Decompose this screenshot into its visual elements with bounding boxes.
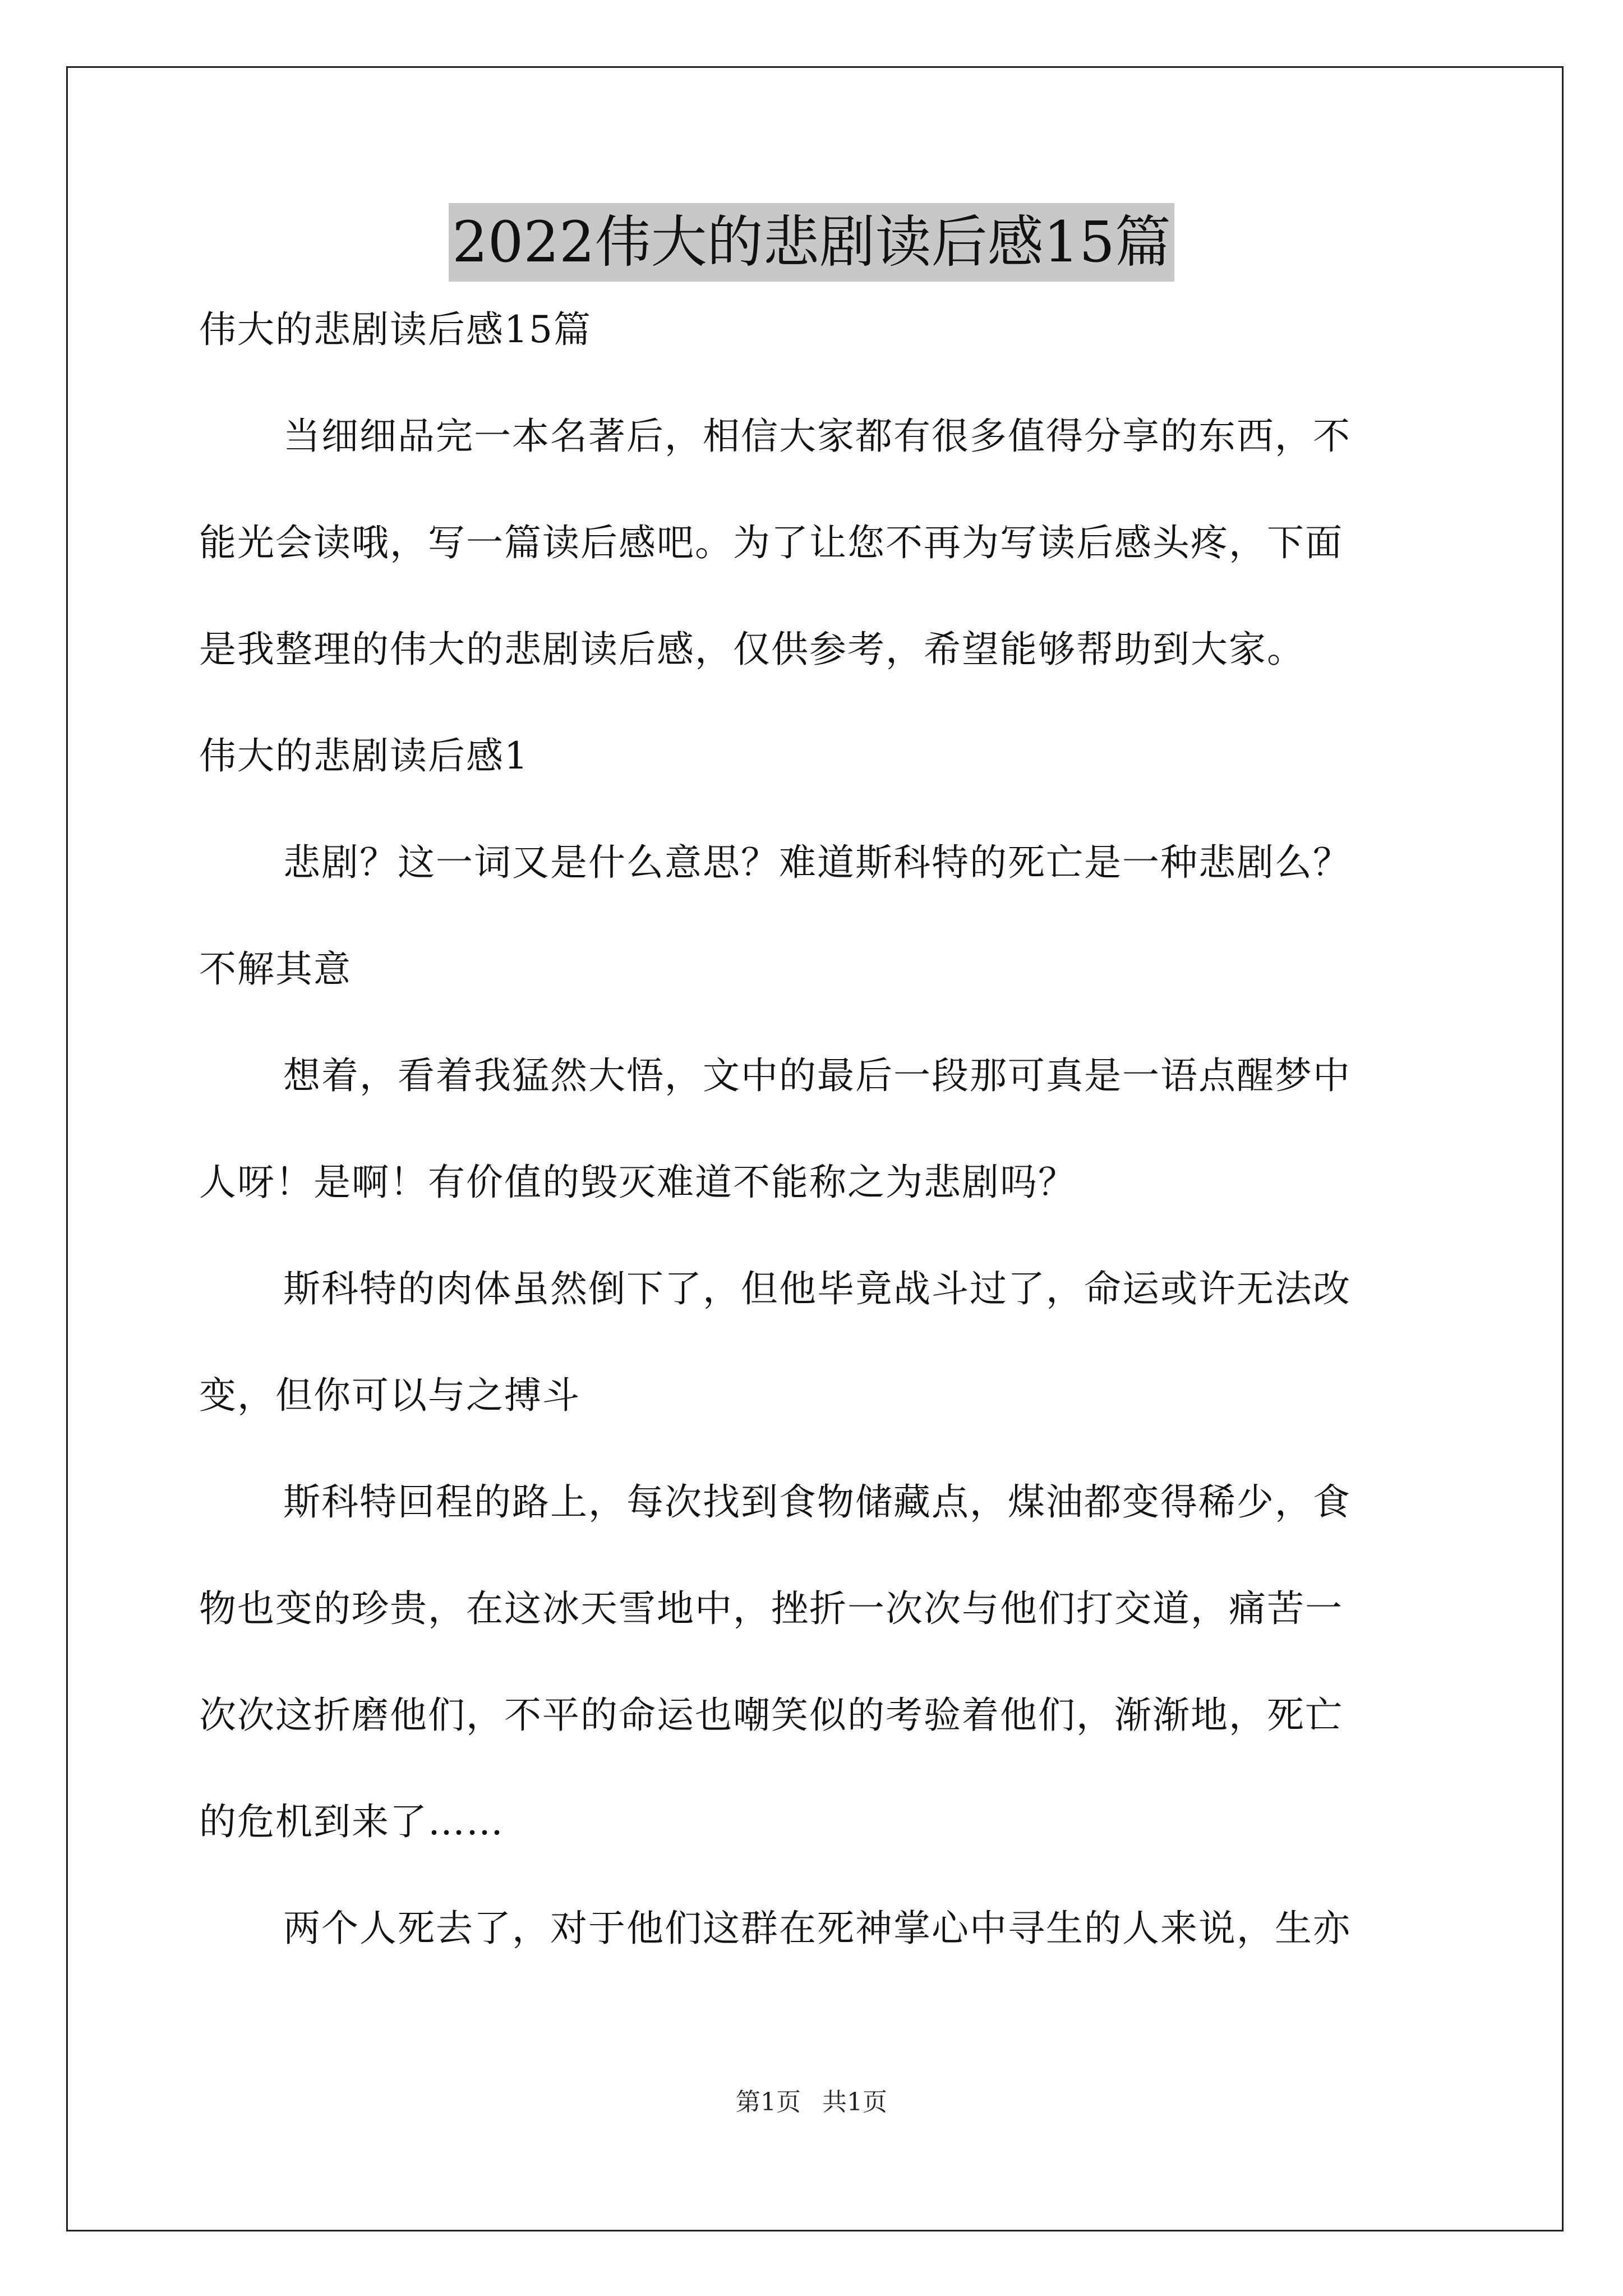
paragraph-line: 不解其意 xyxy=(199,947,352,991)
intro-line: 能光会读哦，写一篇读后感吧。为了让您不再为写读后感头疼，下面 xyxy=(199,521,1343,564)
paragraph-line: 悲剧？这一词又是什么意思？难道斯科特的死亡是一种悲剧么？ xyxy=(283,841,1351,884)
intro-line: 当细细品完一本名著后，相信大家都有很多值得分享的东西，不 xyxy=(283,415,1351,458)
document-subtitle: 伟大的悲剧读后感15篇 xyxy=(199,308,592,351)
paragraph-line: 斯科特的肉体虽然倒下了，但他毕竟战斗过了，命运或许无法改 xyxy=(283,1267,1351,1310)
intro-line: 是我整理的伟大的悲剧读后感，仅供参考，希望能够帮助到大家。 xyxy=(199,628,1305,671)
paragraph-line: 次次这折磨他们，不平的命运也嘲笑似的考验着他们，渐渐地，死亡 xyxy=(199,1694,1343,1737)
intro-paragraph xyxy=(199,409,1427,677)
paragraph-line: 两个人死去了，对于他们这群在死神掌心中寻生的人来说，生亦 xyxy=(283,1907,1351,1950)
paragraph-line: 想着，看着我猛然大悟，文中的最后一段那可真是一语点醒梦中 xyxy=(283,1054,1351,1097)
paragraph-line: 物也变的珍贵，在这冰天雪地中，挫折一次次与他们打交道，痛苦一 xyxy=(199,1587,1343,1630)
body-paragraph xyxy=(199,1902,1427,1955)
document-title: 2022伟大的悲剧读后感15篇 xyxy=(449,203,1174,282)
body-paragraph xyxy=(199,836,1427,996)
title-container xyxy=(0,203,1623,282)
paragraph-line: 的危机到来了…… xyxy=(199,1800,504,1843)
section-heading: 伟大的悲剧读后感1 xyxy=(199,734,529,777)
document-body xyxy=(199,303,1427,2008)
body-paragraph xyxy=(199,1049,1427,1209)
page-footer xyxy=(0,2086,1623,2119)
paragraph-line: 斯科特回程的路上，每次找到食物储藏点，煤油都变得稀少，食 xyxy=(283,1480,1351,1524)
paragraph-line: 人呀！是啊！有价值的毁灭难道不能称之为悲剧吗？ xyxy=(199,1161,1076,1204)
paragraph-line: 变，但你可以与之搏斗 xyxy=(199,1374,580,1417)
body-paragraph xyxy=(199,1475,1427,1849)
body-paragraph xyxy=(199,1262,1427,1423)
page-number-total: 共1页 xyxy=(822,2088,887,2116)
page-number-current: 第1页 xyxy=(736,2088,801,2116)
